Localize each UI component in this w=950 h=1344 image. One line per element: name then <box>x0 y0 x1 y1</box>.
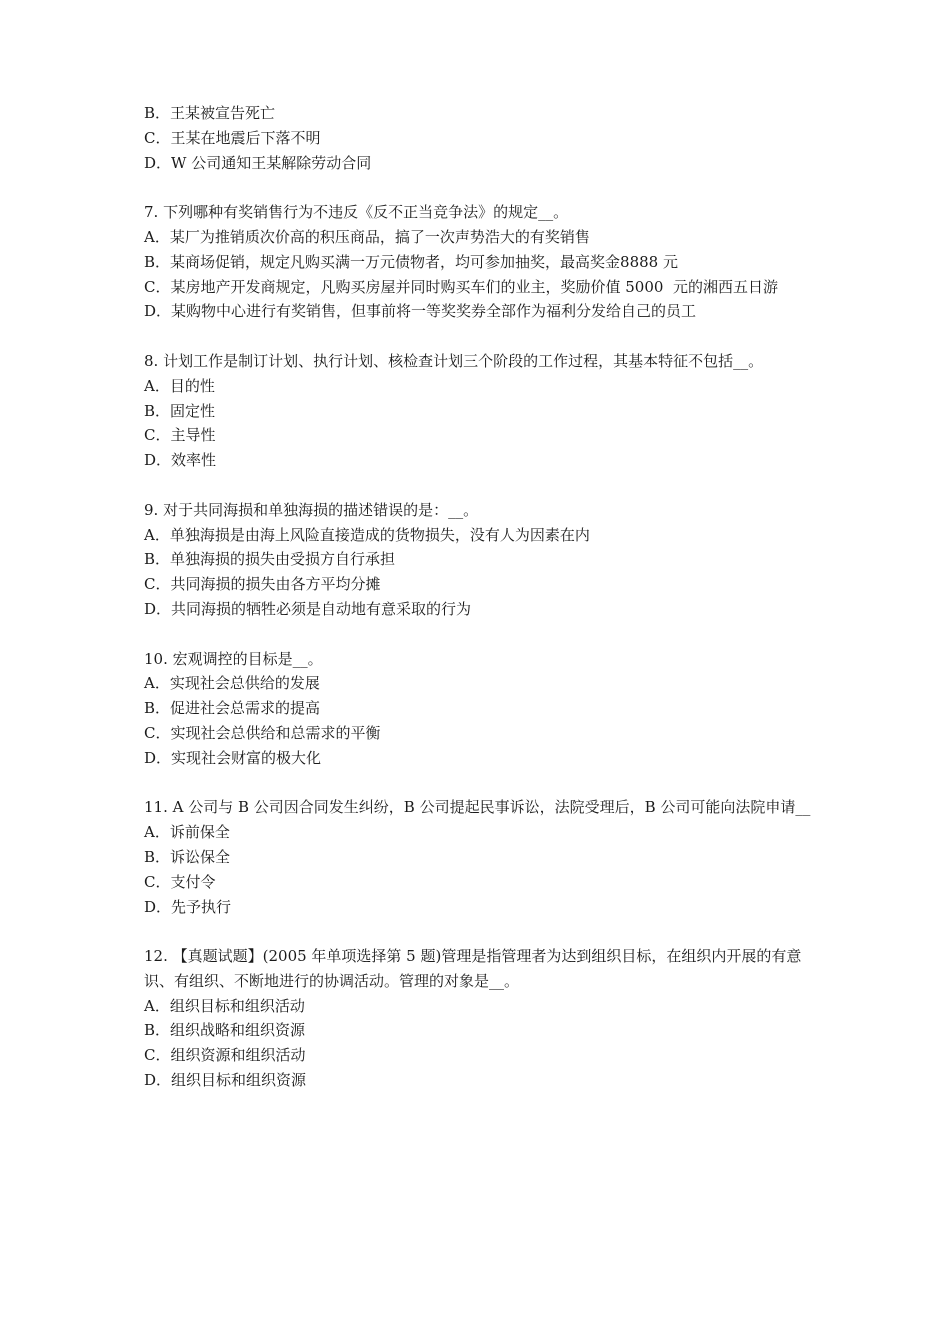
option-a: A．实现社会总供给的发展 <box>144 674 320 693</box>
question-10 <box>144 647 814 771</box>
option-a: A．诉前保全 <box>144 823 230 842</box>
option-b: B．单独海损的损失由受损方自行承担 <box>144 550 396 569</box>
option-b: B．某商场促销，规定凡购买满一万元债物者，均可参加抽奖，最高奖金8888 元 <box>144 252 678 271</box>
option-b: B．固定性 <box>144 401 216 420</box>
option-b: B．组织战略和组织资源 <box>144 1021 306 1040</box>
question-9 <box>144 498 814 622</box>
option-d: D．先予执行 <box>144 897 232 916</box>
option-c: C．共同海损的损失由各方平均分摊 <box>144 575 381 594</box>
question-stem: 8. 计划工作是制订计划、执行计划、核检查计划三个阶段的工作过程，其基本特征不包括__。 <box>144 351 764 370</box>
option-a: A．组织目标和组织活动 <box>144 996 305 1015</box>
option-d: D．某购物中心进行有奖销售，但事前将一等奖奖券全部作为福利分发给自己的员工 <box>144 302 697 321</box>
option-d: D．共同海损的牺牲必须是自动地有意采取的行为 <box>144 599 472 618</box>
carryover-options <box>144 101 814 175</box>
option-b: B．王某被宣告死亡 <box>144 104 276 122</box>
option-b: B．促进社会总需求的提高 <box>144 699 321 718</box>
option-c: C．某房地产开发商规定，凡购买房屋并同时购买车们的业主，奖励价值 5000 元的湘西五日游 <box>144 277 778 296</box>
option-c: C．组织资源和组织活动 <box>144 1046 306 1065</box>
option-d: D．W 公司通知王某解除劳动合同 <box>144 153 372 172</box>
question-stem: 7. 下列哪种有奖销售行为不违反《反不正当竞争法》的规定__。 <box>144 203 569 222</box>
question-7 <box>144 200 814 324</box>
option-a: A．单独海损是由海上风险直接造成的货物损失，没有人为因素在内 <box>144 525 590 544</box>
question-stem: 10. 宏观调控的目标是__。 <box>144 649 323 668</box>
question-8 <box>144 349 814 473</box>
question-stem: 12. 【真题试题】(2005 年单项选择第 5 题)管理是指管理者为达到组织目标，在组织内开展的有意识、有组织、不断地进行的协调活动。管理的对象是__。 <box>144 947 802 990</box>
option-d: D．组织目标和组织资源 <box>144 1071 307 1090</box>
option-c: C．支付令 <box>144 872 216 891</box>
option-b: B．诉讼保全 <box>144 847 231 866</box>
question-stem: 9. 对于共同海损和单独海损的描述错误的是：__。 <box>144 500 479 519</box>
document-page <box>144 101 814 1118</box>
option-c: C．实现社会总供给和总需求的平衡 <box>144 723 381 742</box>
option-d: D．效率性 <box>144 451 217 470</box>
question-11 <box>144 795 814 919</box>
question-stem: 11. A 公司与 B 公司因合同发生纠纷，B 公司提起民事诉讼，法院受理后，B 公司可能向法院申请__ <box>144 798 811 817</box>
option-c: C．主导性 <box>144 426 216 445</box>
question-12 <box>144 944 814 1093</box>
option-d: D．实现社会财富的极大化 <box>144 748 322 767</box>
option-a: A．目的性 <box>144 376 215 395</box>
option-c: C．王某在地震后下落不明 <box>144 128 321 147</box>
option-a: A．某厂为推销质次价高的积压商品，搞了一次声势浩大的有奖销售 <box>144 227 590 246</box>
